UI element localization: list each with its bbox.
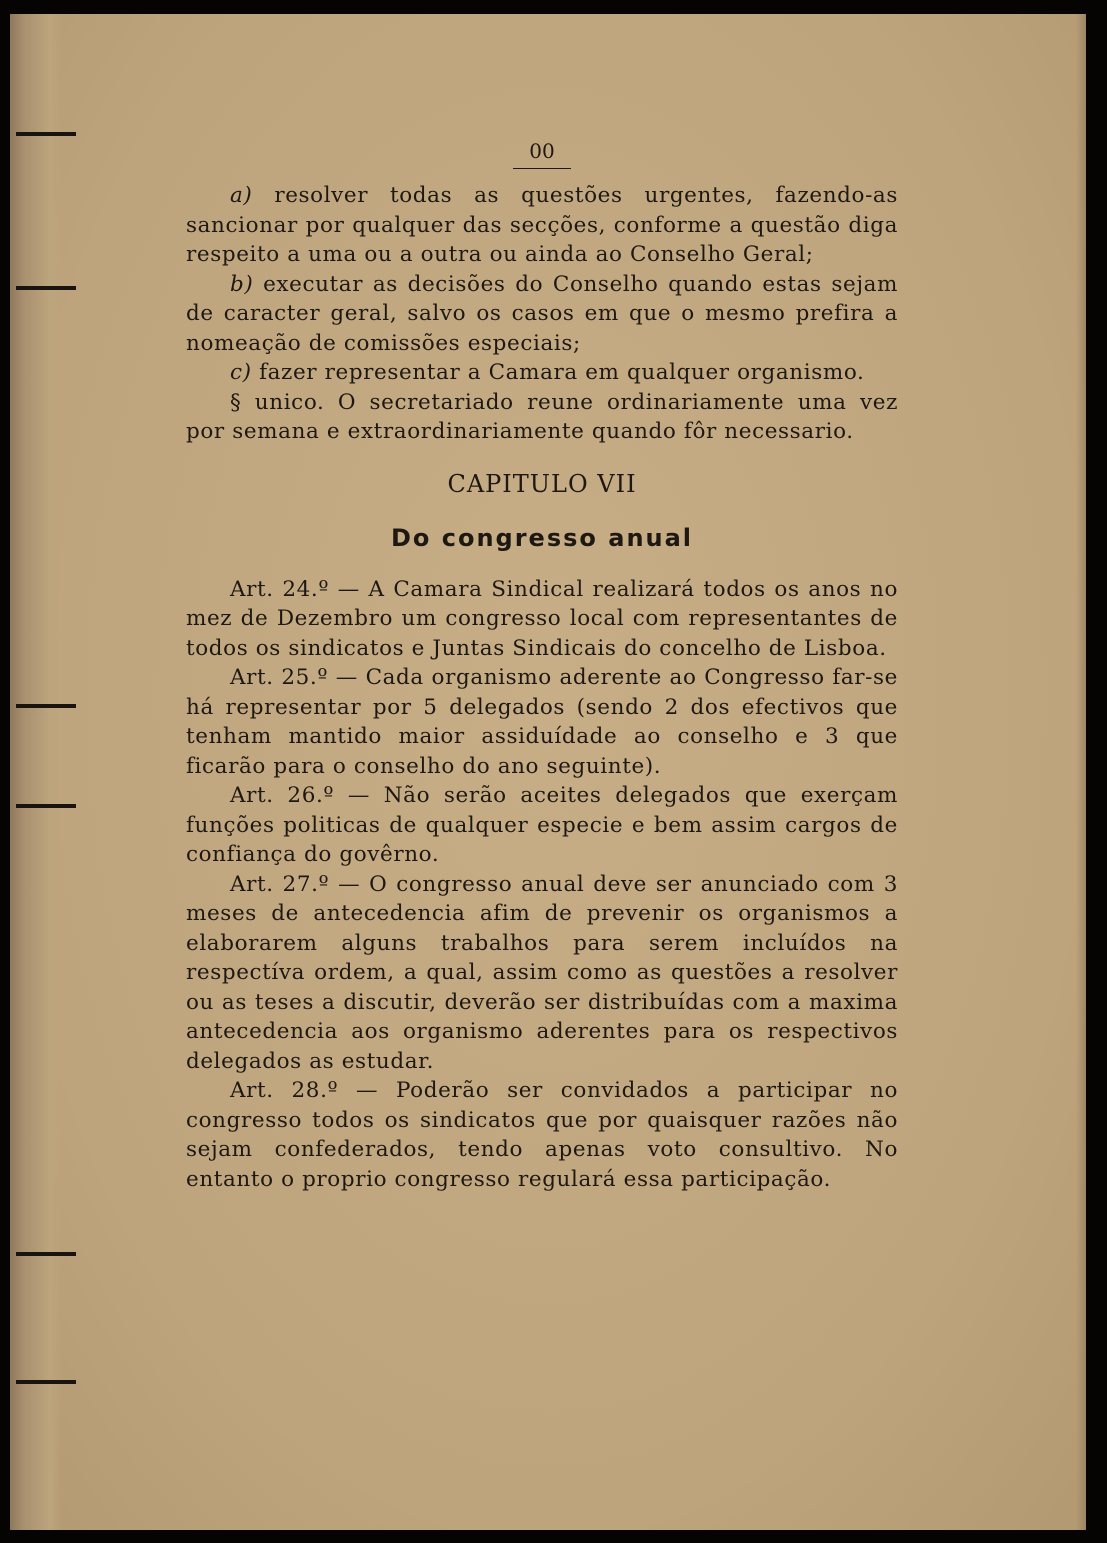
binding-stitch — [16, 1252, 76, 1256]
item-text: fazer representar a Camara em qualquer organismo. — [259, 360, 865, 385]
article-24: Art. 24.º — A Camara Sindical realizará todos os anos no mez de Dezembro um congresso local com representantes de todos os sindicatos e Juntas Sindicais do concelho de Lisboa. — [186, 576, 898, 661]
item-a — [186, 181, 898, 270]
item-c — [186, 358, 898, 388]
paragraph-unico: § unico. O secretariado reune ordinariamente uma vez por semana e extraordinariamente quando fôr necessario. — [186, 389, 898, 444]
item-label: a) — [230, 183, 253, 208]
item-b — [186, 270, 898, 359]
item-text: executar as decisões do Conselho quando estas sejam de caracter geral, salvo os casos em que o mesmo prefira a nomeação de comissões especiais; — [186, 271, 899, 356]
document-page — [10, 14, 1086, 1530]
chapter-title: CAPITULO VII — [447, 469, 637, 498]
binding-stitch — [16, 704, 76, 708]
section-title: Do congresso anual — [390, 523, 694, 552]
document-body — [186, 138, 898, 1194]
item-label: c) — [230, 360, 252, 385]
binding-stitch — [16, 132, 76, 136]
page-edge-shadow — [1076, 14, 1086, 1530]
binding-stitch — [16, 1380, 76, 1384]
page-binding-shadow — [10, 14, 62, 1530]
item-text: resolver todas as questões urgentes, fazendo-as sancionar por qualquer das secções, conforme a questão diga respeito a uma ou a outra ou ainda ao Conselho Geral; — [186, 183, 898, 267]
page-number: 00 — [186, 138, 898, 169]
article-28: Art. 28.º — Poderão ser convidados a participar no congresso todos os sindicatos que por quaisquer razões não sejam confederados, tendo apenas voto consultivo. No entanto o proprio congresso regulará essa participação. — [186, 1078, 898, 1192]
binding-stitch — [16, 286, 76, 290]
article-26: Art. 26.º — Não serão aceites delegados que exerçam funções politicas de qualquer especie e bem assim cargos de confiança do govêrno. — [186, 783, 898, 867]
article-25: Art. 25.º — Cada organismo aderente ao Congresso far-se há representar por 5 delegados (sendo 2 dos efectivos que tenham mantido maior assiduídade ao conselho e 3 que ficarão para o conselho do ano seguinte). — [186, 665, 898, 779]
article-27: Art. 27.º — O congresso anual deve ser anunciado com 3 meses de antecedencia afim de prevenir os organismos a elaborarem alguns trabalhos para serem incluídos na respectíva ordem, a qual, assim como as questões a resolver ou as teses a discutir, deverão ser distribuídas com a maxima antecedencia aos organismo aderentes para os respectivos delegados as estudar. — [186, 871, 898, 1074]
item-label: b) — [230, 271, 254, 297]
binding-stitch — [16, 804, 76, 808]
